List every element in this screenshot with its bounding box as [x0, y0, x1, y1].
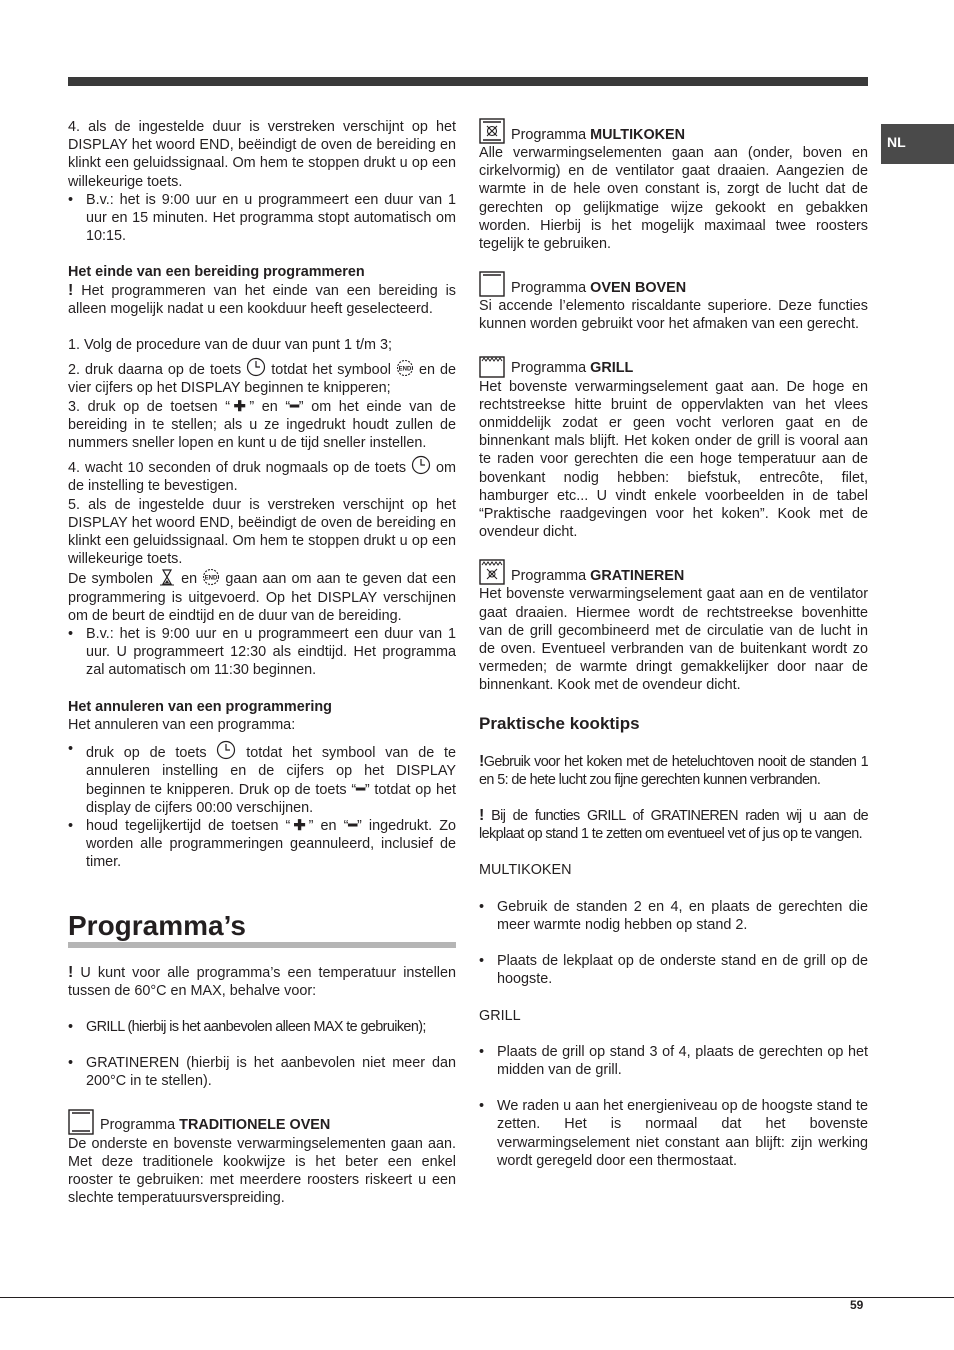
- bullet-icon: •: [479, 898, 485, 915]
- list-item: [68, 1018, 456, 1036]
- program-description: Het bovenste verwarmingselement gaat aan. De hoge en rechtstreekse hitte bruint de oppervlakten van het vlees onmiddelijk zodat er geen vocht verloren gaat en de binnenkant mals blijft. Het koken onder de grill is vooral aan te raden voor gerechten die een hoge temperatuur aan de bovenkant nodig hebben: biefstuk, entrecôte, filet, hamburger etc... U vindt enkele voorbeelden in de tabel “Praktische raadgevingen voor het koken”. Kook met de ovendeur dicht.: [479, 378, 868, 541]
- bullet-icon: •: [68, 741, 74, 758]
- minus-icon: ━: [348, 817, 358, 834]
- step-3-text-a: 3. druk op de toetsen “: [68, 398, 231, 415]
- step-2-text-b: totdat het symbool: [271, 362, 391, 379]
- end-icon: [202, 568, 220, 586]
- program-heading-traditional: [68, 1109, 456, 1135]
- left-column: [68, 118, 456, 1207]
- list-item-text: Gebruik de standen 2 en 4, en plaats de gerechten die meer warmte nodig hebben op stand 2.: [497, 898, 868, 933]
- step-5: 5. als de ingestelde duur is verstreken verschijnt op het DISPLAY het woord END, beëindigt de oven de bereiding en klinkt een geluidssignaal. Om hem te stoppen drukt u op een willekeurige toets.: [68, 496, 456, 568]
- program-heading-oven-boven: [479, 271, 868, 297]
- language-tab: NL: [881, 124, 954, 164]
- tip-2: [479, 807, 868, 843]
- clock-icon: [411, 455, 431, 475]
- cancel-step-2-a: houd tegelijkertijd de toetsen “: [86, 817, 291, 834]
- list-item: [68, 1054, 456, 1090]
- symbols-note: [68, 568, 456, 625]
- step-3: [68, 398, 456, 453]
- warning-icon: !: [68, 281, 74, 299]
- multikoken-icon: [479, 118, 505, 144]
- plus-icon: ✚: [290, 817, 309, 834]
- bullet-icon: •: [68, 817, 74, 834]
- temp-note-text: U kunt voor alle programma’s een temperatuur instellen tussen de 60°C en MAX, behalve voor:: [68, 964, 456, 999]
- step-2-text-a: 2. druk daarna op de toets: [68, 362, 242, 379]
- clock-icon: [246, 357, 266, 377]
- grill-icon: [479, 352, 505, 378]
- program-name: MULTIKOKEN: [590, 126, 686, 143]
- symbols-text-c: gaan aan om aan te geven dat een programmering is uitgevoerd. Op het DISPLAY verschijnen om de beurt de eindtijd en de duur van de bereiding.: [68, 571, 456, 624]
- program-name: GRATINEREN: [590, 568, 685, 585]
- list-item: [68, 191, 456, 246]
- bullet-icon: •: [68, 191, 74, 208]
- cancel-step-1-c: ” totdat op het display de cijfers 00:00 verschijnen.: [86, 781, 456, 816]
- program-prefix: Programma: [511, 280, 587, 297]
- svg-text:END: END: [398, 366, 412, 373]
- clock-icon: [216, 740, 236, 760]
- plus-icon: ✚: [230, 398, 250, 415]
- program-prefix: Programma: [100, 1117, 176, 1134]
- warning-icon: !: [479, 752, 484, 770]
- tip-1-text: Gebruik voor het koken met de heteluchtoven nooit de standen 1 en 5: de hete lucht zou fijne gerechten kunnen verbranden.: [479, 753, 868, 788]
- list-item-text: [86, 740, 456, 817]
- list-item-text: B.v.: het is 9:00 uur en u programmeert een duur van 1 uur en 15 minuten. Het programma stopt automatisch om 10:15.: [86, 191, 456, 245]
- cancel-step-1-a: druk op de toets: [86, 745, 207, 762]
- list-item: [479, 1097, 868, 1170]
- end-note: [68, 282, 456, 318]
- tip-2-text: Bij de functies GRILL of GRATINEREN raden wij u aan de lekplaat op stand 1 te zetten om eventueel vet of jus op te vangen.: [479, 808, 868, 843]
- right-column: [479, 118, 868, 1170]
- temp-note: [68, 964, 456, 1000]
- list-item-text: B.v.: het is 9:00 uur en u programmeert een duur van 1 uur. U programmeert 12:30 als eindtijd. Het programma zal automatisch om 11:30 beginnen.: [86, 626, 456, 679]
- step-4-text-a: 4. wacht 10 seconden of druk nogmaals op de toets: [68, 460, 407, 477]
- list-item: [479, 952, 868, 988]
- program-description: Si accende l’elemento riscaldante superiore. Deze functies kunnen worden gebruikt voor het afmaken van een gerecht.: [479, 298, 868, 333]
- list-item: [479, 1043, 868, 1079]
- bullet-icon: •: [68, 626, 74, 643]
- tip-1: [479, 753, 868, 789]
- section-title-kooktips: Praktische kooktips: [479, 713, 640, 733]
- traditional-oven-icon: [68, 1109, 94, 1135]
- program-description: Alle verwarmingselementen gaan aan (onder, boven en cirkelvormig) en de ventilator gaat draaien. Aangezien de warmte in de hele oven constant is, zorgt de lucht dat de gerechten op gelijkmatige wijze gekookt en gebakken worden. Hierbij is het mogelijk maximaal twee roosters tegelijk te gebruiken.: [479, 145, 868, 253]
- list-item-text: Plaats de lekplaat op de onderste stand en de grill op de hoogste.: [497, 953, 868, 988]
- list-item-text: We raden u aan het energieniveau op de hoogste stand te zetten. Het is normaal dat het bovenste verwarmingselement niet constant aan blijft: zijn werking wordt geregeld door een thermostaat.: [497, 1098, 868, 1169]
- step-3-text-c: ” om het einde van de bereiding in te stellen; als u ze ingedrukt houdt zullen de nummers sneller lopen en kunt u de tijd sneller instellen.: [68, 398, 457, 452]
- step-2-text-c: en de vier cijfers op het DISPLAY beginnen te knipperen;: [68, 362, 456, 397]
- list-item-text: GRILL (hierbij is het aanbevolen alleen MAX te gebruiken);: [86, 1018, 426, 1035]
- list-item-text: GRATINEREN (hierbij is het aanbevolen niet meer dan 200°C in te stellen).: [86, 1055, 456, 1090]
- bullet-icon: •: [479, 1043, 485, 1060]
- top-rule: [68, 77, 868, 86]
- cancel-step-2-c: ” ingedrukt. Zo worden alle programmeringen geannuleerd, inclusief de timer.: [86, 817, 457, 871]
- step-4: [68, 455, 456, 495]
- cancel-step-2-b: ” en “: [308, 817, 349, 834]
- program-heading-multikoken: [479, 118, 868, 144]
- list-item: [68, 740, 456, 817]
- program-prefix: Programma: [511, 126, 587, 143]
- cancel-intro: Het annuleren van een programma:: [68, 716, 296, 733]
- warning-icon: !: [479, 807, 484, 825]
- warning-icon: !: [68, 963, 74, 981]
- end-note-text: Het programmeren van het einde van een bereiding is alleen mogelijk nadat u een kookduur heeft geselecteerd.: [68, 282, 457, 317]
- cancel-step-1-b: totdat het symbool van de te annuleren instelling en de cijfers op het DISPLAY beginnen te knipperen. Druk op de toets “: [86, 745, 457, 798]
- top-heat-icon: [479, 271, 505, 297]
- bullet-icon: •: [479, 1098, 485, 1115]
- hourglass-icon: [158, 568, 176, 586]
- step-1: 1. Volg de procedure van de duur van punt 1 t/m 3;: [68, 337, 393, 354]
- program-heading-gratineren: [479, 559, 868, 585]
- bottom-rule: [0, 1297, 954, 1298]
- page-number: 59: [850, 1298, 864, 1312]
- program-prefix: Programma: [511, 568, 587, 585]
- list-item: [479, 898, 868, 934]
- program-heading-grill: [479, 352, 868, 378]
- bullet-icon: •: [479, 953, 485, 970]
- list-item-text: [86, 817, 456, 872]
- list-item: [68, 817, 456, 872]
- program-description: Het bovenste verwarmingselement gaat aan en de ventilator gaat draaien. Hiermee wordt de rechtstreekse bovenhitte van de grill gecombineerd met de circulatie van de lucht in de oven. Eventueel verbranden van de buitenkant wordt zo vermeden; de warmte dringt gemakkelijker door naar de binnenkant. Kook met de ovendeur dicht.: [479, 586, 868, 694]
- list-item: [68, 625, 456, 680]
- list-item-text: Plaats de grill op stand 3 of 4, plaats de gerechten op het midden van de grill.: [497, 1043, 868, 1078]
- label-grill: GRILL: [479, 1007, 521, 1024]
- program-name: TRADITIONELE OVEN: [179, 1117, 331, 1134]
- bullet-icon: •: [68, 1018, 74, 1035]
- minus-icon: ━: [356, 781, 365, 798]
- step-3-text-b: ” en “: [249, 398, 291, 415]
- end-icon: [396, 359, 414, 377]
- svg-text:END: END: [204, 575, 218, 582]
- step-2: [68, 357, 456, 397]
- paragraph: 4. als de ingestelde duur is verstreken verschijnt op het DISPLAY het woord END, beëindigt de oven de bereiding en klinkt een geluidssignaal. Om hem te stoppen drukt u op een willekeurige toets.: [68, 119, 456, 190]
- bullet-icon: •: [68, 1055, 74, 1072]
- minus-icon: ━: [290, 398, 299, 415]
- program-name: OVEN BOVEN: [590, 280, 687, 297]
- step-4-text-b: om de instelling te bevestigen.: [68, 460, 457, 495]
- section-title-programmas: Programma’s: [68, 910, 456, 948]
- symbols-text-b: en: [181, 571, 198, 588]
- symbols-text-a: De symbolen: [68, 571, 154, 588]
- subheading-cancel: Het annuleren van een programmering: [68, 698, 332, 715]
- subheading-end: Het einde van een bereiding programmeren: [68, 264, 365, 281]
- gratineren-icon: [479, 559, 505, 585]
- program-prefix: Programma: [511, 360, 587, 377]
- label-multikoken: MULTIKOKEN: [479, 862, 572, 879]
- program-name: GRILL: [590, 360, 634, 377]
- program-description: De onderste en bovenste verwarmingselementen gaan aan. Met deze traditionele kookwijze is het beter een enkel rooster te gebruiken: met meerdere roosters riskeert u een slechte temperatuursverspreiding.: [68, 1135, 456, 1207]
